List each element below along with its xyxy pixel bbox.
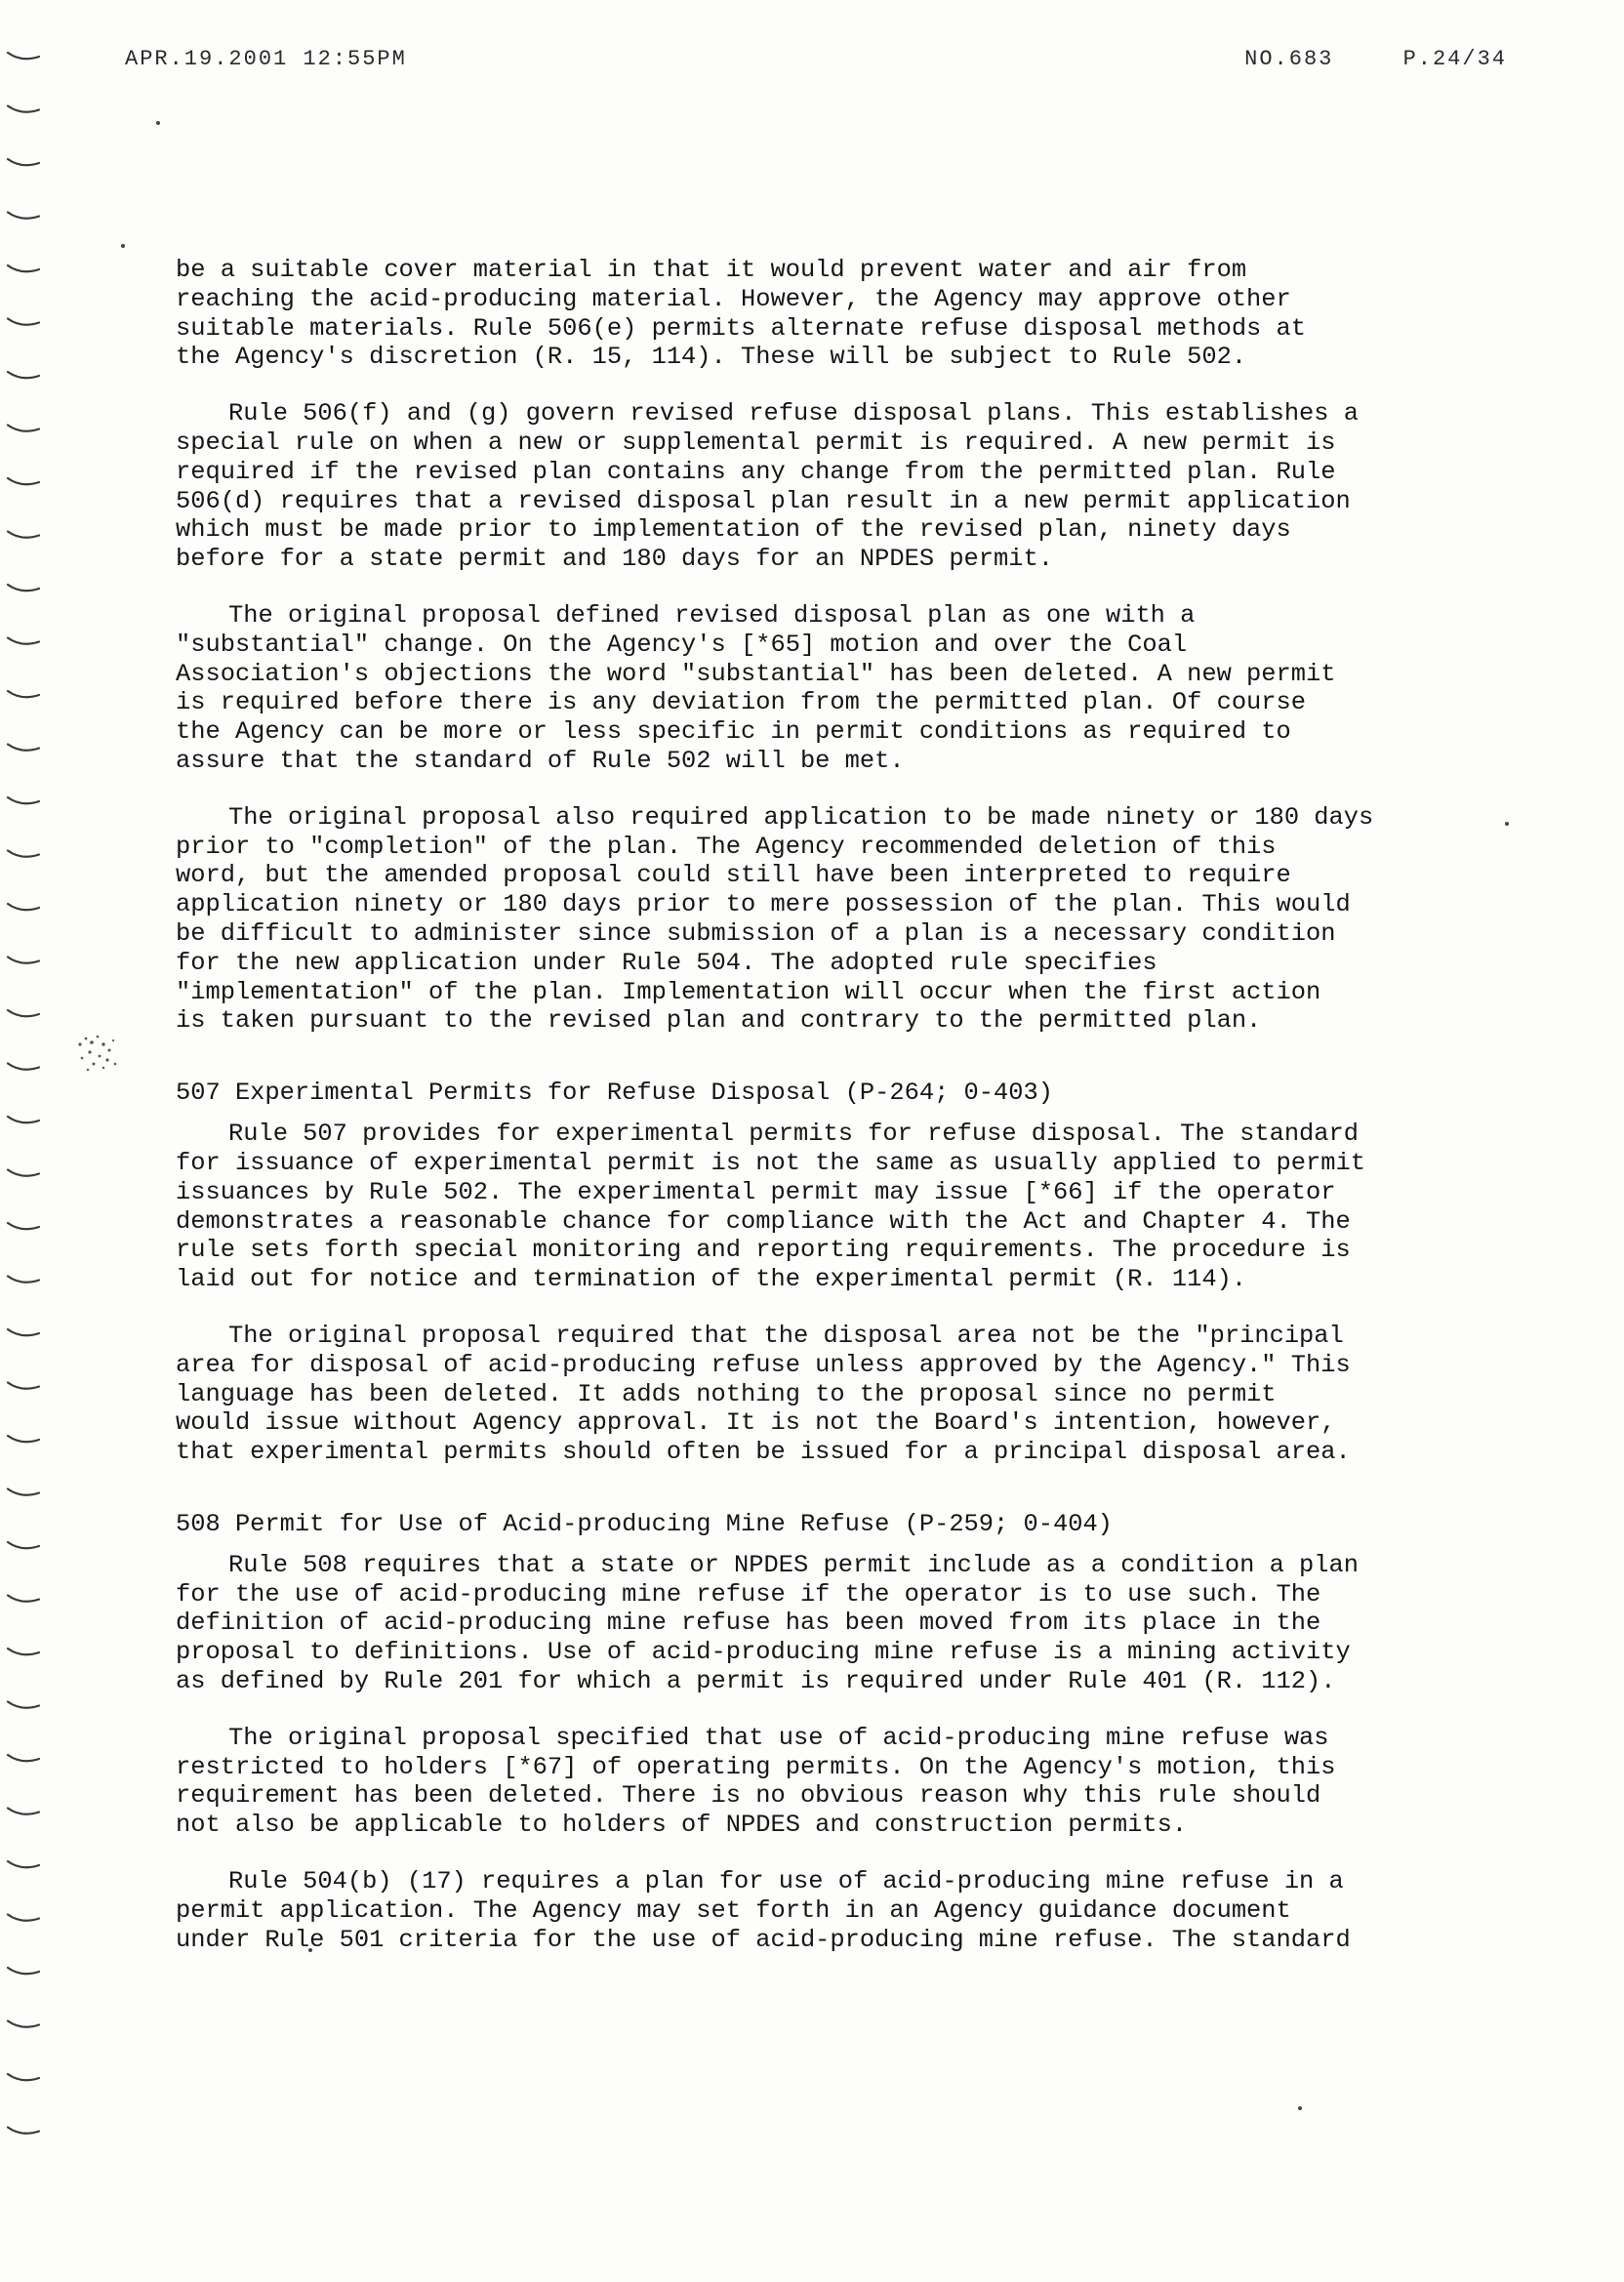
binding-hole-mark <box>8 1064 39 1070</box>
paragraph-508-requirement: Rule 508 requires that a state or NPDES permit include as a condition a plan for the use of acid-producing mine refuse if the operator is to use such. The definition of acid-producing mine refuse has been moved from its place in the proposal to definitions. Use of acid-producing mine refuse is a mining activity as defined by Rule 201 for which a permit is required under Rule 401 (R. 112). <box>176 1550 1360 1696</box>
paragraph-revised-plans: Rule 506(f) and (g) govern revised refuse disposal plans. This establishes a special rule on when a new or supplemental permit is required. A new permit is required if the revised plan contains any change from the permitted plan. Rule 506(d) requires that a revised disposal plan result in a new permit application which must be made prior to implementation of the revised plan, ninety days before for a state permit and 180 days for an NPDES permit. <box>176 399 1360 574</box>
paragraph-substantial-change: The original proposal defined revised disposal plan as one with a "substantial" change. On the Agency's [*65] motion and over the Coal Association's objections the word "substantial" has been deleted. A new permit is required before there is any deviation from the permitted plan. Of course the Agency can be more or less specific in permit conditions as required to assure that the standard of Rule 502 will be met. <box>176 600 1336 775</box>
binding-hole-mark <box>8 1596 39 1602</box>
section-heading-507: 507 Experimental Permits for Refuse Disposal (P-264; 0-403) <box>176 1079 1053 1108</box>
paragraph-508-holders: The original proposal specified that use of acid-producing mine refuse was restricted to holders [*67] of operating permits. On the Agency's motion, this requirement has been deleted. There is no obvious reason why this rule should not also be applicable to holders of NPDES and construction permits. <box>176 1723 1336 1840</box>
binding-hole-mark <box>8 958 39 963</box>
binding-hole-mark <box>8 851 39 857</box>
stray-mark <box>1298 2106 1302 2110</box>
paragraph-completion: The original proposal also required application to be made ninety or 180 days prior to "completion" of the plan. The Agency recommended deletion of this word, but the amended proposal could still have been interpreted to require application ninety or 180 days prior to mere possession of the plan. This would be difficult to administer since submission of a plan is a necessary condition for the new application under Rule 504. The adopted rule specifies "implementation" of the plan. Implementation will occur when the first action is taken pursuant to the revised plan and contrary to the permitted plan. <box>176 802 1374 1036</box>
fax-header <box>125 47 1507 76</box>
binding-hole-mark <box>8 1010 39 1016</box>
binding-hole-mark <box>8 265 39 271</box>
binding-hole-mark <box>8 2128 39 2134</box>
binding-hole-marks <box>0 39 59 2186</box>
fax-meta <box>1190 47 1507 71</box>
binding-hole-mark <box>8 797 39 803</box>
binding-hole-mark <box>8 638 39 644</box>
binding-hole-mark <box>8 319 39 325</box>
binding-hole-mark <box>8 2021 39 2027</box>
paragraph-cover-material: be a suitable cover material in that it would prevent water and air from reaching the acid-producing material. However, the Agency may approve other suitable materials. Rule 506(e) permits alternate refuse disposal methods at the Agency's discretion (R. 15, 114). These will be subject to Rule 502. <box>176 256 1307 372</box>
binding-hole-mark <box>8 426 39 431</box>
binding-hole-mark <box>8 53 39 59</box>
binding-hole-mark <box>8 1968 39 1974</box>
binding-hole-mark <box>8 904 39 910</box>
binding-hole-mark <box>8 1383 39 1389</box>
binding-hole-mark <box>8 159 39 165</box>
binding-hole-mark <box>8 1702 39 1708</box>
binding-hole-mark <box>8 1915 39 1921</box>
binding-hole-mark <box>8 532 39 538</box>
fax-number: NO.683 <box>1244 47 1334 71</box>
paragraph-504b17: Rule 504(b) (17) requires a plan for use of acid-producing mine refuse in a permit application. The Agency may set forth in an Agency guidance document under Rule 501 criteria for the use of acid-producing mine refuse. The standard <box>176 1867 1351 1954</box>
binding-hole-mark <box>8 372 39 378</box>
binding-hole-mark <box>8 1755 39 1761</box>
binding-hole-mark <box>8 2074 39 2080</box>
binding-hole-mark <box>8 1489 39 1495</box>
paragraph-507-standard: Rule 507 provides for experimental permits for refuse disposal. The standard for issuance of experimental permit is not the same as usually applied to permit issuances by Rule 502. The experimental permit may issue [*66] if the operator demonstrates a reasonable chance for compliance with the Act and Chapter 4. The rule sets forth special monitoring and reporting requirements. The procedure is laid out for notice and termination of the experimental permit (R. 114). <box>176 1120 1365 1294</box>
binding-hole-mark <box>8 1277 39 1283</box>
binding-hole-mark <box>8 213 39 219</box>
binding-hole-mark <box>8 1542 39 1548</box>
binding-hole-mark <box>8 691 39 697</box>
binding-hole-mark <box>8 1329 39 1335</box>
stray-mark <box>1505 822 1509 826</box>
stray-mark <box>156 121 160 125</box>
binding-hole-mark <box>8 106 39 112</box>
document-body <box>176 256 1483 1981</box>
paragraph-507-principal-area: The original proposal required that the disposal area not be the "principal area for disposal of acid-producing refuse unless approved by the Agency." This language has been deleted. It adds nothing to the proposal since no permit would issue without Agency approval. It is not the Board's intention, however, that experimental permits should often be issued for a principal disposal area. <box>176 1321 1351 1467</box>
binding-hole-mark <box>8 1117 39 1122</box>
binding-hole-mark <box>8 1170 39 1176</box>
fax-page-number: P.24/34 <box>1402 47 1507 71</box>
binding-hole-mark <box>8 478 39 484</box>
binding-hole-mark <box>8 745 39 751</box>
binding-hole-mark <box>8 1223 39 1229</box>
binding-hole-mark <box>8 1809 39 1814</box>
binding-hole-mark <box>8 1649 39 1654</box>
binding-hole-mark <box>8 585 39 591</box>
scan-smudge <box>61 1025 131 1080</box>
binding-hole-mark <box>8 1436 39 1442</box>
section-heading-508: 508 Permit for Use of Acid-producing Mine Refuse (P-259; 0-404) <box>176 1509 1113 1538</box>
fax-date-time: APR.19.2001 12:55PM <box>125 47 407 71</box>
stray-mark <box>121 244 125 248</box>
binding-hole-mark <box>8 1861 39 1867</box>
